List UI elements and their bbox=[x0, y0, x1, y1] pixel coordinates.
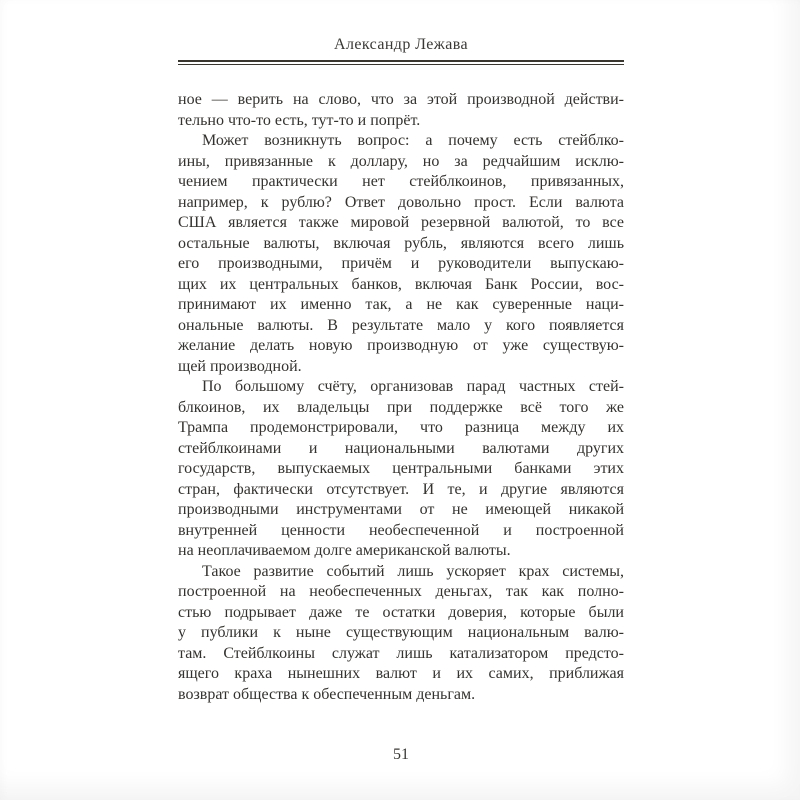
paragraph bbox=[178, 562, 624, 706]
text-line: щей производной. bbox=[178, 357, 302, 375]
text-line: желание делать новую производную от уже существую- bbox=[178, 337, 624, 354]
text-line: ональные валюты. В результате мало у кого появляется bbox=[178, 316, 624, 334]
text-line: ное — верить на слово, что за этой производной действи- bbox=[178, 91, 624, 108]
page-number: 51 bbox=[393, 746, 409, 763]
author-name: Александр Лежава bbox=[334, 36, 468, 53]
paragraph bbox=[178, 377, 624, 562]
text-line: например, к рублю? Ответ довольно прост. Если валюта bbox=[178, 193, 624, 211]
header-rule-thick bbox=[178, 60, 624, 62]
text-line: там. Стейблкоины служат лишь катализатором предсто- bbox=[178, 644, 624, 662]
paragraph bbox=[178, 90, 624, 131]
text-line: производными инструментами от не имеющей никакой bbox=[178, 501, 624, 518]
text-line: внутренней ценности необеспеченной и построенной bbox=[178, 521, 624, 539]
body-text bbox=[178, 90, 624, 705]
text-line: США является также мировой резервной валютой, то все bbox=[178, 214, 624, 231]
text-line: тельно что-то есть, тут-то и попрёт. bbox=[178, 111, 421, 129]
text-line: у публики к ныне существующим национальным валю- bbox=[178, 624, 624, 641]
running-header bbox=[178, 36, 624, 65]
text-line: Такое развитие событий лишь ускоряет крах системы, bbox=[202, 562, 624, 580]
text-line: возврат общества к обеспеченным деньгам. bbox=[178, 685, 476, 703]
text-line: ящего краха нынешних валют и их самих, приближая bbox=[178, 665, 624, 682]
text-line: По большому счёту, организовав парад частных стей- bbox=[202, 378, 624, 395]
text-line: Трампа продемонстрировали, что разница между их bbox=[178, 419, 624, 436]
paragraph bbox=[178, 131, 624, 377]
text-line: чением практически нет стейблкоинов, привязанных, bbox=[178, 173, 624, 190]
text-line: стью подрывает даже те остатки доверия, которые были bbox=[178, 603, 624, 621]
text-line: стран, фактически отсутствует. И те, и другие являются bbox=[178, 480, 624, 498]
text-line: на неоплачиваемом долге американской валюты. bbox=[178, 542, 511, 559]
text-line: остальные валюты, включая рубль, являются всего лишь bbox=[178, 234, 624, 252]
header-rule-thin bbox=[178, 64, 624, 65]
text-line: принимают их именно так, а не как суверенные наци- bbox=[178, 296, 624, 313]
text-line: его производными, причём и руководители выпускаю- bbox=[178, 255, 624, 272]
text-line: государств, выпускаемых центральными банками этих bbox=[178, 460, 624, 477]
text-line: блкоинов, их владельцы при поддержке всё того же bbox=[178, 398, 624, 416]
text-line: построенной на необеспеченных деньгах, так как полно- bbox=[178, 583, 624, 600]
text-line: Может возникнуть вопрос: а почему есть стейблко- bbox=[202, 132, 624, 149]
text-line: щих их центральных банков, включая Банк России, вос- bbox=[178, 275, 624, 293]
text-line: стейблкоинами и национальными валютами других bbox=[178, 439, 624, 457]
text-line: ины, привязанные к доллару, но за редчайшим исклю- bbox=[178, 152, 624, 170]
